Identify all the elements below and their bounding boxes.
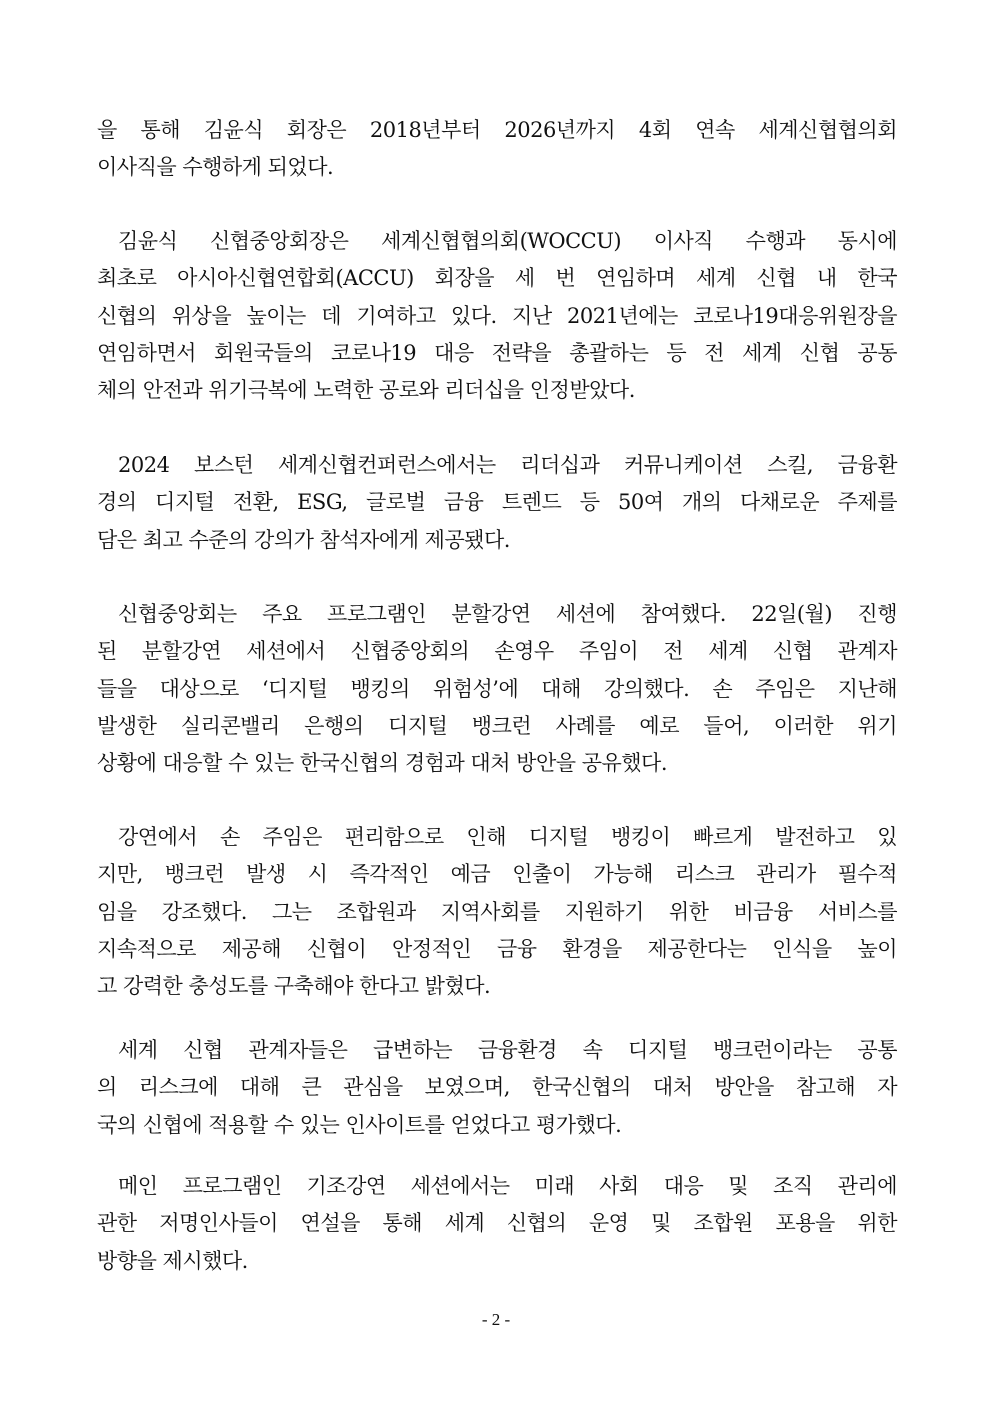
text-line: 최초로 아시아신협연합회(ACCU) 회장을 세 번 연임하며 세계 신협 내 한국 [97,266,897,291]
page-number: - 2 - [481,1310,511,1329]
text-line: 이사직을 수행하게 되었다. [97,155,334,180]
text-line: 된 분할강연 세션에서 신협중앙회의 손영우 주임이 전 세계 신협 관계자 [97,639,897,664]
text-line: 상황에 대응할 수 있는 한국신협의 경험과 대처 방안을 공유했다. [97,751,668,776]
text-line: 김윤식 신협중앙회장은 세계신협협의회(WOCCU) 이사직 수행과 동시에 [118,229,897,253]
text-line: 을 통해 김윤식 회장은 2018년부터 2026년까지 4회 연속 세계신협협의회 [97,118,897,142]
text-line: 방향을 제시했다. [97,1248,248,1273]
text-line: 세계 신협 관계자들은 급변하는 금융환경 속 디지털 뱅크런이라는 공통 [118,1038,897,1062]
text-line: 메인 프로그램인 기조강연 세션에서는 미래 사회 대응 및 조직 관리에 [118,1174,897,1198]
text-line: 관한 저명인사들이 연설을 통해 세계 신협의 운영 및 조합원 포용을 위한 [97,1211,897,1236]
text-line: 임을 강조했다. 그는 조합원과 지역사회를 지원하기 위한 비금융 서비스를 [97,899,897,924]
text-line: 들을 대상으로 ‘디지털 뱅킹의 위험성’에 대해 강의했다. 손 주임은 지난해 [97,676,897,701]
text-line: 고 강력한 충성도를 구축해야 한다고 밝혔다. [97,974,491,999]
text-line: 신협의 위상을 높이는 데 기여하고 있다. 지난 2021년에는 코로나19대응위원장을 [97,303,897,328]
text-line: 발생한 실리콘밸리 은행의 디지털 뱅크런 사례를 예로 들어, 이러한 위기 [97,713,897,738]
text-line: 강연에서 손 주임은 편리함으로 인해 디지털 뱅킹이 빠르게 발전하고 있 [118,825,897,849]
text-line: 체의 안전과 위기극복에 노력한 공로와 리더십을 인정받았다. [97,378,635,403]
text-line: 지속적으로 제공해 신협이 안정적인 금융 환경을 제공한다는 인식을 높이 [97,936,897,961]
text-line: 경의 디지털 전환, ESG, 글로벌 금융 트렌드 등 50여 개의 다채로운 주제를 [97,490,897,515]
text-line: 신협중앙회는 주요 프로그램인 분할강연 세션에 참여했다. 22일(월) 진행 [118,602,897,626]
text-line: 지만, 뱅크런 발생 시 즉각적인 예금 인출이 가능해 리스크 관리가 필수적 [97,862,897,887]
text-line: 국의 신협에 적용할 수 있는 인사이트를 얻었다고 평가했다. [97,1112,622,1137]
text-line: 2024 보스턴 세계신협컨퍼런스에서는 리더십과 커뮤니케이션 스킬, 금융환 [118,453,897,477]
text-line: 의 리스크에 대해 큰 관심을 보였으며, 한국신협의 대처 방안을 참고해 자 [97,1075,897,1100]
text-line: 연임하면서 회원국들의 코로나19 대응 전략을 총괄하는 등 전 세계 신협 공동 [97,340,897,365]
text-line: 담은 최고 수준의 강의가 참석자에게 제공됐다. [97,527,510,552]
